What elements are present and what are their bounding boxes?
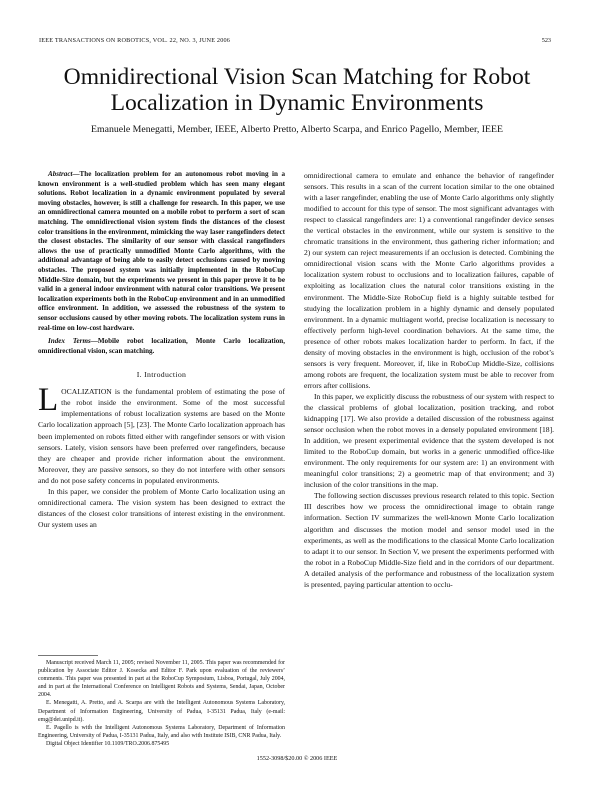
drop-cap: L bbox=[38, 382, 59, 419]
footnote-affiliation-2: E. Pagello is with the Intelligent Autonomous Systems Laboratory, Department of Information Engineering, University of Padua, I-35131 Padua, Italy, and also with Institute ISIB, CNR Padua, Italy. bbox=[38, 724, 285, 739]
title-line-1: Omnidirectional Vision Scan Matching for Robot bbox=[63, 64, 531, 90]
copyright-footer: 1552-3098/$20.00 © 2006 IEEE bbox=[256, 755, 338, 762]
footnote-affiliation-1: E. Menegatti, A. Pretto, and A. Scarpa are with the Intelligent Autonomous Systems Laboratory, Department of Information Engineering, University of Padua, I-35131 Padua, Italy (e-mail: emg@dei.unipd.it). bbox=[38, 700, 285, 723]
footnote-doi: Digital Object Identifier 10.1109/TRO.2006.875495 bbox=[46, 740, 170, 747]
section-heading-introduction: I. Introduction bbox=[136, 370, 187, 380]
footnotes bbox=[38, 655, 285, 748]
intro-paragraph-2: In this paper, we consider the problem of Monte Carlo localization using an omnidirectional camera. The vision system has been designed to extract the distances of the closest color transitions of interest existing in the environment. Our system uses an bbox=[38, 486, 285, 529]
page-number: 523 bbox=[541, 37, 551, 44]
author-list: Emanuele Menegatti, Member, IEEE, Alberto Pretto, Alberto Scarpa, and Enrico Pagello, Member, IEEE bbox=[91, 124, 503, 135]
right-paragraph-3: The following section discusses previous research related to this topic. Section III describes how we process the omnidirectional image to obtain range information. Section IV summarizes the well-known Monte Carlo localization algorithm and discusses the motion model and sensor model used in the experiments, as well as the modifications to the classical Monte Carlo localization to adapt it to our sensor. In Section V, we present the experiments performed with the robot in a RoboCup Middle-Size field and in the corridors of our department. A detailed analysis of the performance and robustness of the localization system is presented, paying particular attention to occlu- bbox=[304, 491, 554, 589]
running-header: IEEE TRANSACTIONS ON ROBOTICS, VOL. 22, NO. 3, JUNE 2006 bbox=[39, 37, 231, 44]
index-terms-label: Index Terms bbox=[48, 337, 91, 346]
left-column bbox=[38, 170, 285, 530]
abstract bbox=[38, 170, 285, 333]
intro-paragraph-1-text: OCALIZATION is the fundamental problem of estimating the pose of the robot inside the environment. Some of the most successful implementations of robust localization systems are based on the Monte Carlo localization approach [5], [23]. The Monte Carlo localization approach has been implemented on robots fitted either with rangefinder sensors or with vision sensors. Lately, vision sensors have been preferred over rangefinders, because they are cheaper and provide richer information about the environment. Moreover, they are passive sensors, so they do not interfere with other sensors and do not pose safety concerns in populated environments. bbox=[38, 387, 285, 485]
right-paragraph-1: omnidirectional camera to emulate and enhance the behavior of rangefinder sensors. This results in a scan of the current location similar to the one obtained with a laser rangefinder, enabling the use of Monte Carlo algorithms only slightly modified to account for this type of sensor. The most significant advantages with respect to classical rangefinders are: 1) a conventional rangefinder device senses the vertical obstacles in the environment, while our system is sensitive to the chromatic transitions in the environment, thus gathering richer information; and 2) our system can reject measurements if an occlusion is detected. Combining the omnidirectional vision scans with the Monte Carlo algorithms provides a localization system robust to occlusions and to localization failures, capable of exploiting as localization clues the natural color transitions existing in the environment. The Middle-Size RoboCup field is a highly suitable testbed for studying the localization problem in a highly dynamic and densely populated environment. In a dynamic multiagent world, precise localization is necessary to effectively perform high-level coordination behaviors. At the same time, the presence of other robots makes localization harder to perform. In fact, if the density of moving obstacles in the environment is high, occlusion of the robot’s sensors is very frequent. Moreover, if, like in RoboCup Middle-Size, collisions among robots are frequent, the localization system must be able to recover from errors after collisions. bbox=[304, 171, 554, 390]
intro-paragraph-1 bbox=[38, 382, 285, 485]
title-line-2: Localization in Dynamic Environments bbox=[110, 90, 484, 116]
index-terms bbox=[38, 337, 285, 356]
right-column bbox=[304, 170, 554, 590]
abstract-label: Abstract bbox=[48, 170, 73, 178]
index-terms-text: —Mobile robot localization, Monte Carlo localization, omnidirectional vision, scan matching. bbox=[38, 337, 286, 355]
footnote-manuscript: Manuscript received March 11, 2005; revised November 11, 2005. This paper was recommended for publication by Associate Editor J. Kosecka and Editor F. Park upon evaluation of the reviewers’ comments. This paper was presented in part at the RoboCup Symposium, Lisboa, Portugal, July 2004, and in part at the International Conference on Intelligent Robots and Systems, Sendai, Japan, October 2004. bbox=[38, 660, 285, 699]
paper-title bbox=[0, 64, 594, 116]
right-paragraph-2: In this paper, we explicitly discuss the robustness of our system with respect to the classical problems of global localization, position tracking, and robot kidnapping [17]. We also provide a detailed discussion of the robustness against sensor occlusion when the robot moves in a densely populated environment [18]. In addition, we present experimental evidence that the system developed is not limited to the RoboCup domain, but works in a generic unmodified office-like environment. The only requirements for our system are: 1) an environment with meaningful color transitions; 2) a geometric map of that environment; and 3) inclusion of the color transitions in the map. bbox=[304, 391, 554, 490]
abstract-text: —The localization problem for an autonomous robot moving in a known environment is a well-studied problem which has seen many elegant solutions. Robot localization in a dynamic environment populated by several moving obstacles, however, is still a challenge for research. In this paper, we use an omnidirectional camera mounted on a mobile robot to perform a sort of scan matching. The omnidirectional vision system finds the distances of the closest color transitions in the environment, mimicking the way laser rangefinders detect the closest obstacles. The similarity of our sensor with classical rangefinders allows the use of practically unmodified Monte Carlo algorithms, with the additional advantage of being able to easily detect occlusions caused by moving obstacles. The proposed system was initially implemented in the RoboCup Middle-Size domain, but the experiments we present in this paper prove it to be valid in a general indoor environment with natural color transitions. We present localization experiments both in the RoboCup environment and in an unmodified office environment. In addition, we assessed the robustness of the system to sensor occlusions caused by other moving robots. The localization system runs in real-time on low-cost hardware. bbox=[38, 170, 285, 332]
footnote-rule bbox=[38, 655, 98, 656]
